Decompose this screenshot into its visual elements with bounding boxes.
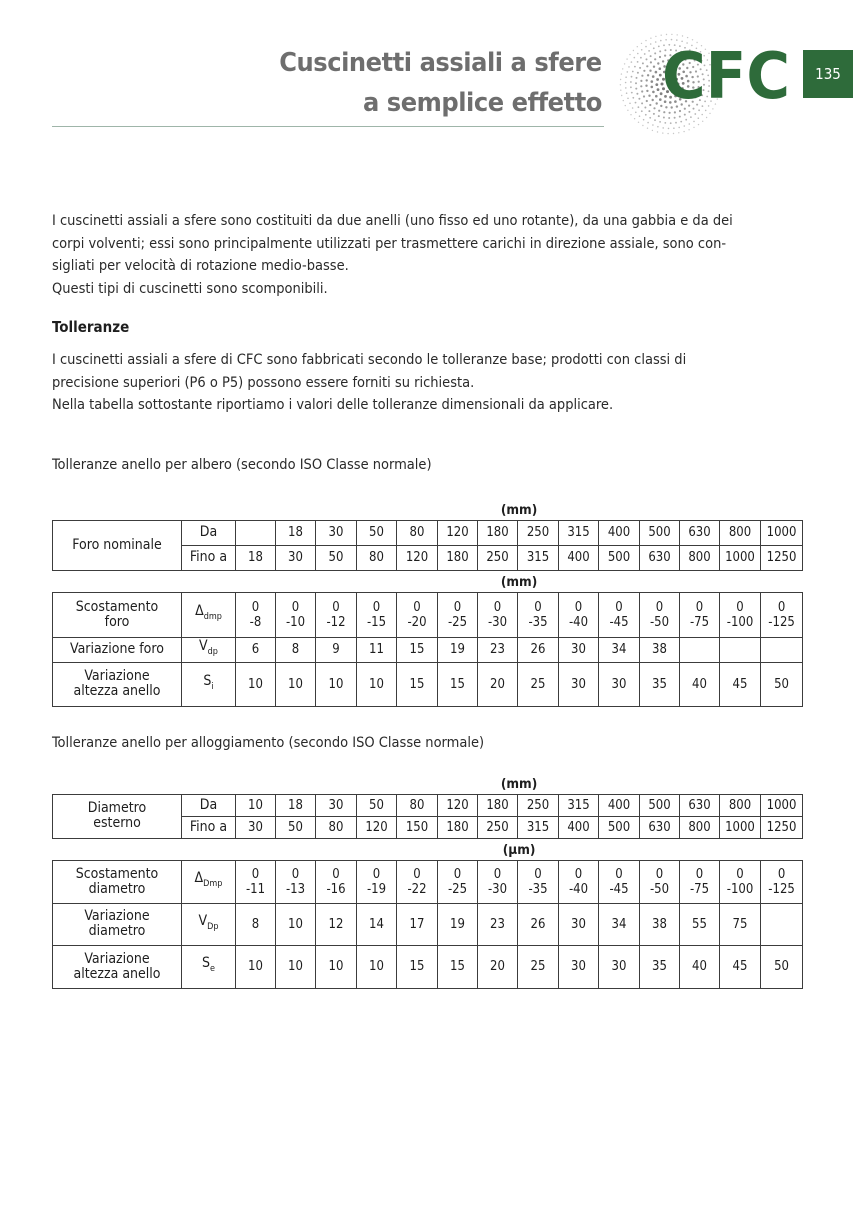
- fino-cell: 800: [680, 816, 720, 838]
- da-cell: 1000: [761, 520, 803, 545]
- page-title-line-2: a semplice effetto: [363, 88, 602, 118]
- fino-cell: 1250: [761, 545, 803, 570]
- da-cell: 800: [720, 520, 761, 545]
- fino-cell: 30: [236, 816, 276, 838]
- fino-cell: 50: [316, 545, 357, 570]
- value-cell: 14: [357, 903, 397, 945]
- value-cell: 0 -50: [640, 592, 680, 637]
- symbol-cell: $S_i$: [182, 662, 236, 706]
- tolerances-line: Nella tabella sottostante riportiamo i valori delle tolleranze dimensionali da applicare.: [52, 397, 614, 413]
- da-cell: 250: [518, 794, 559, 816]
- value-cell: 0 -25: [438, 592, 478, 637]
- value-cell: 0 -100: [720, 592, 761, 637]
- symbol-cell: $\Delta_{Dmp}$: [182, 860, 236, 903]
- fino-cell: 180: [438, 545, 478, 570]
- row-label: Variazione altezza anello: [53, 945, 182, 988]
- table-row: [53, 662, 803, 706]
- value-cell: 38: [640, 637, 680, 662]
- table-caption: Tolleranze anello per albero (secondo ISO Classe normale): [52, 457, 432, 473]
- value-cell: 10: [357, 662, 397, 706]
- title-divider: [52, 126, 604, 127]
- fino-cell: 400: [559, 816, 599, 838]
- value-cell: 0 -40: [559, 860, 599, 903]
- value-cell: [761, 637, 803, 662]
- value-cell: 12: [316, 903, 357, 945]
- da-cell: 630: [680, 794, 720, 816]
- value-cell: 10: [316, 662, 357, 706]
- fino-cell: 1250: [761, 816, 803, 838]
- value-cell: 38: [640, 903, 680, 945]
- fino-cell: 400: [559, 545, 599, 570]
- table-row: [53, 592, 803, 637]
- value-cell: 15: [438, 945, 478, 988]
- fino-cell: 500: [599, 816, 640, 838]
- fino-cell: 500: [599, 545, 640, 570]
- value-cell: 10: [236, 945, 276, 988]
- da-cell: 30: [316, 520, 357, 545]
- value-cell: 0 -30: [478, 592, 518, 637]
- value-cell: 10: [276, 903, 316, 945]
- row-label: Variazione foro: [53, 637, 182, 662]
- value-cell: 45: [720, 945, 761, 988]
- value-cell: 40: [680, 662, 720, 706]
- value-cell: 35: [640, 662, 680, 706]
- shaft-ring-tolerance-table: [52, 498, 803, 707]
- fino-cell: 80: [357, 545, 397, 570]
- fino-cell: 315: [518, 545, 559, 570]
- page-number-badge: 135: [803, 50, 853, 98]
- value-cell: 8: [276, 637, 316, 662]
- fino-cell: 630: [640, 545, 680, 570]
- da-cell: 18: [276, 520, 316, 545]
- value-cell: 0 -20: [397, 592, 438, 637]
- fino-cell: 120: [397, 545, 438, 570]
- da-cell: 500: [640, 520, 680, 545]
- fino-cell: 1000: [720, 816, 761, 838]
- da-cell: 80: [397, 794, 438, 816]
- fino-cell: 30: [276, 545, 316, 570]
- table-row: [53, 637, 803, 662]
- da-label: Da: [182, 520, 236, 545]
- value-cell: 0 -22: [397, 860, 438, 903]
- value-cell: 34: [599, 903, 640, 945]
- value-cell: 0 -40: [559, 592, 599, 637]
- value-cell: 0 -75: [680, 860, 720, 903]
- unit-label: (mm): [500, 501, 538, 518]
- fino-cell: 315: [518, 816, 559, 838]
- da-cell: 315: [559, 794, 599, 816]
- value-cell: 50: [761, 945, 803, 988]
- value-cell: 30: [559, 903, 599, 945]
- fino-cell: 120: [357, 816, 397, 838]
- fino-cell: 18: [236, 545, 276, 570]
- value-cell: 0 -75: [680, 592, 720, 637]
- fino-cell: 80: [316, 816, 357, 838]
- value-cell: 0 -125: [761, 592, 803, 637]
- da-cell: 180: [478, 520, 518, 545]
- symbol-cell: $\Delta_{dmp}$: [182, 592, 236, 637]
- tolerances-line: precisione superiori (P6 o P5) possono essere forniti su richiesta.: [52, 374, 475, 391]
- da-cell: 315: [559, 520, 599, 545]
- row-label: Scostamento foro: [53, 592, 182, 637]
- intro-line: corpi volventi; essi sono principalmente utilizzati per trasmettere carichi in direzione assiale, sono con-: [52, 235, 727, 252]
- range-label: Foro nominale: [53, 520, 182, 570]
- value-cell: 0 -35: [518, 592, 559, 637]
- value-cell: 10: [236, 662, 276, 706]
- da-cell: 18: [276, 794, 316, 816]
- value-cell: 0 -50: [640, 860, 680, 903]
- da-cell: 10: [236, 794, 276, 816]
- fino-cell: 1000: [720, 545, 761, 570]
- value-cell: 15: [397, 637, 438, 662]
- da-cell: 50: [357, 794, 397, 816]
- fino-cell: 180: [438, 816, 478, 838]
- da-cell: 250: [518, 520, 559, 545]
- value-cell: 20: [478, 945, 518, 988]
- symbol-cell: $V_{Dp}$: [182, 903, 236, 945]
- value-cell: 50: [761, 662, 803, 706]
- value-cell: 25: [518, 945, 559, 988]
- value-cell: [720, 637, 761, 662]
- value-cell: 75: [720, 903, 761, 945]
- value-cell: 35: [640, 945, 680, 988]
- value-cell: [680, 637, 720, 662]
- da-cell: 120: [438, 520, 478, 545]
- value-cell: 0 -30: [478, 860, 518, 903]
- da-cell: 50: [357, 520, 397, 545]
- value-cell: 10: [276, 662, 316, 706]
- value-cell: 0 -19: [357, 860, 397, 903]
- value-cell: 30: [599, 945, 640, 988]
- value-cell: 10: [276, 945, 316, 988]
- intro-line: sigliati per velocità di rotazione medio-basse.: [52, 258, 349, 274]
- da-cell: 1000: [761, 794, 803, 816]
- symbol-cell: $V_{dp}$: [182, 637, 236, 662]
- value-cell: 9: [316, 637, 357, 662]
- value-cell: 23: [478, 903, 518, 945]
- value-cell: 0 -15: [357, 592, 397, 637]
- value-cell: 23: [478, 637, 518, 662]
- value-cell: 15: [397, 945, 438, 988]
- value-cell: 0 -125: [761, 860, 803, 903]
- value-cell: 17: [397, 903, 438, 945]
- value-cell: 0 -8: [236, 592, 276, 637]
- value-cell: 0 -35: [518, 860, 559, 903]
- da-cell: 400: [599, 520, 640, 545]
- da-label: Da: [182, 794, 236, 816]
- da-cell: 30: [316, 794, 357, 816]
- da-cell: 180: [478, 794, 518, 816]
- page-title-line-1: Cuscinetti assiali a sfere: [279, 48, 602, 78]
- value-cell: 8: [236, 903, 276, 945]
- da-cell: 500: [640, 794, 680, 816]
- row-label: Variazione diametro: [53, 903, 182, 945]
- value-cell: 45: [720, 662, 761, 706]
- value-cell: 0 -12: [316, 592, 357, 637]
- value-cell: 0 -16: [316, 860, 357, 903]
- value-cell: 34: [599, 637, 640, 662]
- da-cell: 400: [599, 794, 640, 816]
- intro-line: Questi tipi di cuscinetti sono scomponibili.: [52, 280, 328, 297]
- value-cell: 26: [518, 903, 559, 945]
- fino-cell: 250: [478, 545, 518, 570]
- value-cell: 20: [478, 662, 518, 706]
- value-cell: 26: [518, 637, 559, 662]
- da-cell: 80: [397, 520, 438, 545]
- range-label: Diametro esterno: [53, 794, 182, 838]
- section-heading: Tolleranze: [52, 318, 130, 336]
- cfc-logo: [662, 44, 792, 102]
- value-cell: 0 -100: [720, 860, 761, 903]
- value-cell: 15: [438, 662, 478, 706]
- value-cell: 10: [316, 945, 357, 988]
- value-cell: 15: [397, 662, 438, 706]
- table-row: [53, 945, 803, 988]
- unit-label: (mm): [500, 573, 538, 590]
- housing-ring-tolerance-table: [52, 772, 803, 989]
- da-cell: 800: [720, 794, 761, 816]
- tolerances-line: I cuscinetti assiali a sfere di CFC sono fabbricati secondo le tolleranze base; prodotti con classi di: [52, 352, 687, 368]
- table-row: [53, 903, 803, 945]
- table-caption: Tolleranze anello per alloggiamento (secondo ISO Classe normale): [52, 735, 485, 751]
- value-cell: 30: [559, 945, 599, 988]
- da-cell: 120: [438, 794, 478, 816]
- row-label: Variazione altezza anello: [53, 662, 182, 706]
- value-cell: 0 -45: [599, 860, 640, 903]
- fino-cell: 50: [276, 816, 316, 838]
- value-cell: 30: [599, 662, 640, 706]
- value-cell: 0 -45: [599, 592, 640, 637]
- unit-label: (mm): [500, 775, 538, 792]
- value-cell: 11: [357, 637, 397, 662]
- fino-label: Fino a: [182, 816, 236, 838]
- value-cell: 0 -11: [236, 860, 276, 903]
- value-cell: 6: [236, 637, 276, 662]
- table-row: [53, 860, 803, 903]
- row-label: Scostamento diametro: [53, 860, 182, 903]
- value-cell: 25: [518, 662, 559, 706]
- value-cell: 30: [559, 662, 599, 706]
- value-cell: 10: [357, 945, 397, 988]
- intro-line: I cuscinetti assiali a sfere sono costituiti da due anelli (uno fisso ed uno rotante), da una gabbia e da dei: [52, 213, 733, 229]
- brand-name: CFC: [662, 44, 790, 102]
- value-cell: 40: [680, 945, 720, 988]
- da-cell: 630: [680, 520, 720, 545]
- value-cell: 0 -25: [438, 860, 478, 903]
- value-cell: 55: [680, 903, 720, 945]
- unit-label: (μm): [502, 841, 536, 858]
- fino-cell: 150: [397, 816, 438, 838]
- value-cell: [761, 903, 803, 945]
- intro-paragraph: [52, 210, 804, 300]
- da-cell: [236, 520, 276, 545]
- value-cell: 0 -13: [276, 860, 316, 903]
- tolerances-paragraph: [52, 349, 804, 417]
- fino-cell: 800: [680, 545, 720, 570]
- value-cell: 19: [438, 903, 478, 945]
- symbol-cell: $S_e$: [182, 945, 236, 988]
- fino-cell: 630: [640, 816, 680, 838]
- value-cell: 0 -10: [276, 592, 316, 637]
- fino-cell: 250: [478, 816, 518, 838]
- fino-label: Fino a: [182, 545, 236, 570]
- value-cell: 30: [559, 637, 599, 662]
- value-cell: 19: [438, 637, 478, 662]
